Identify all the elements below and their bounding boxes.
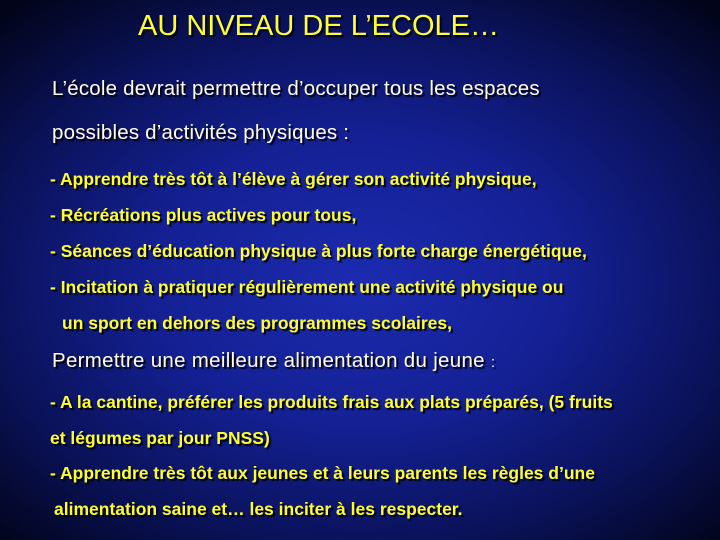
activity-item-1: - Apprendre très tôt à l’élève à gérer son activité physique,: [50, 169, 537, 189]
activity-item-4-line-1: - Incitation à pratiquer régulièrement une activité physique ou: [50, 277, 564, 297]
nutrition-heading: [52, 349, 495, 373]
activity-item-3: - Séances d’éducation physique à plus forte charge énergétique,: [50, 241, 587, 261]
nutrition-item-1-line-1: - A la cantine, préférer les produits frais aux plats préparés, (5 fruits: [50, 392, 613, 412]
nutrition-heading-text: Permettre une meilleure alimentation du jeune: [52, 349, 485, 372]
activity-item-4-line-2: un sport en dehors des programmes scolaires,: [62, 313, 452, 333]
nutrition-item-2-line-2: alimentation saine et… les inciter à les respecter.: [54, 499, 463, 519]
intro-line-1: L’école devrait permettre d’occuper tous les espaces: [52, 77, 540, 100]
nutrition-item-1-line-2: et légumes par jour PNSS): [50, 428, 270, 448]
slide-title: AU NIVEAU DE L’ECOLE…: [138, 10, 499, 42]
nutrition-item-2-line-1: - Apprendre très tôt aux jeunes et à leurs parents les règles d’une: [50, 463, 595, 483]
activity-item-2: - Récréations plus actives pour tous,: [50, 205, 357, 225]
nutrition-heading-colon: :: [490, 354, 496, 371]
intro-line-2: possibles d’activités physiques :: [52, 121, 350, 144]
